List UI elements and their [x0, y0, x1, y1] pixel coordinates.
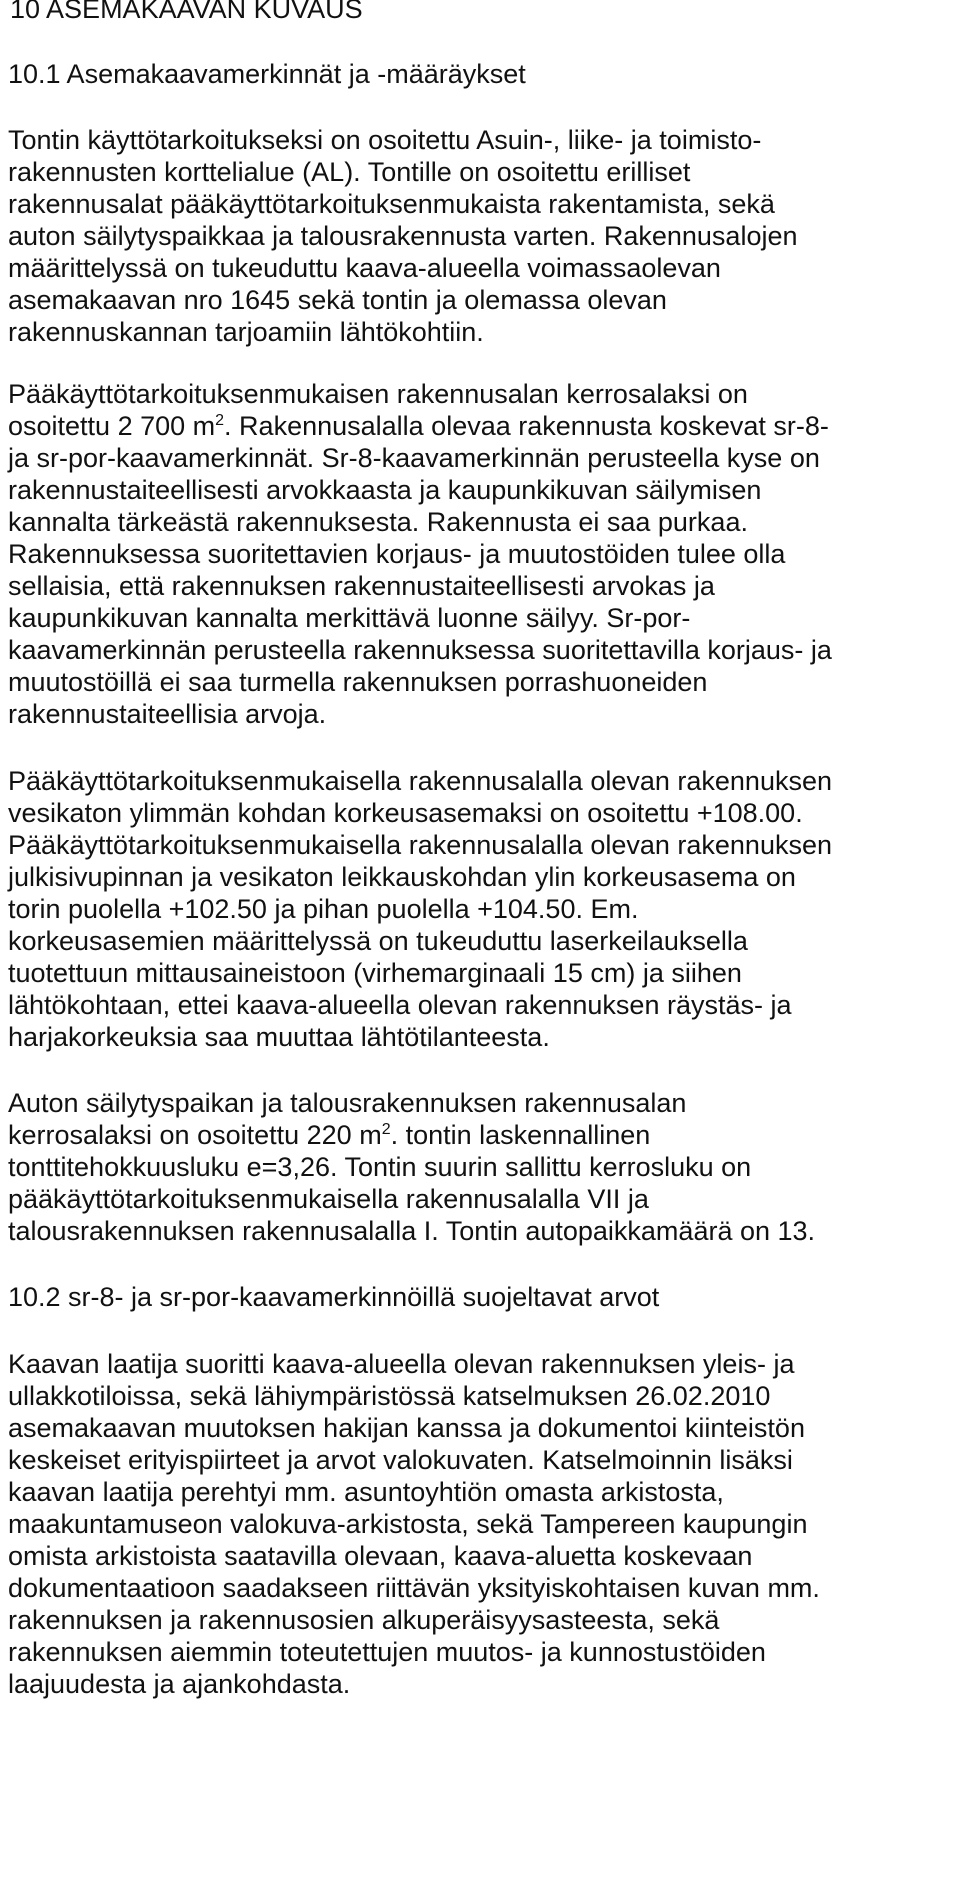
text-line: laajuudesta ja ajankohdasta.: [8, 1669, 351, 1699]
text-fragment: kerrosalaksi on osoitettu 220 m: [8, 1120, 382, 1150]
text-line: julkisivupinnan ja vesikaton leikkauskohdan ylin korkeusasema on: [8, 862, 796, 892]
text-line: [8, 1119, 650, 1151]
text-line: rakennuskannan tarjoamiin lähtökohtiin.: [8, 317, 484, 347]
text-line: Pääkäyttötarkoituksenmukaisella rakennusalalla olevan rakennuksen: [8, 830, 832, 860]
text-line: kaupunkikuvan kannalta merkittävä luonne säilyy. Sr-por-: [8, 603, 691, 633]
text-line: rakennusalat pääkäyttötarkoituksenmukaista rakentamista, sekä: [8, 189, 775, 219]
text-line: talousrakennuksen rakennusalalla I. Tontin autopaikkamäärä on 13.: [8, 1216, 816, 1246]
text-fragment: osoitettu 2 700 m: [8, 411, 216, 441]
text-line: tuotettuun mittausaineistoon (virhemarginaali 15 cm) ja siihen: [8, 958, 742, 988]
text-line: muutostöillä ei saa turmella rakennuksen porrashuoneiden: [8, 667, 708, 697]
text-line: ja sr-por-kaavamerkinnät. Sr-8-kaavamerkinnän perusteella kyse on: [8, 443, 820, 473]
section-10-2-title: 10.2 sr-8- ja sr-por-kaavamerkinnöillä suojeltavat arvot: [8, 1282, 660, 1312]
text-line: Pääkäyttötarkoituksenmukaisella rakennusalalla olevan rakennuksen: [8, 766, 832, 796]
section-10-1-title: 10.1 Asemakaavamerkinnät ja -määräykset: [8, 59, 526, 89]
text-line: rakennuksen ja rakennusosien alkuperäisyysasteesta, sekä: [8, 1605, 720, 1635]
text-line: tonttitehokkuusluku e=3,26. Tontin suurin sallittu kerrosluku on: [8, 1152, 752, 1182]
text-line: rakennustaiteellisia arvoja.: [8, 699, 327, 729]
text-fragment: . Rakennusalalla olevaa rakennusta koskevat sr-8-: [224, 411, 829, 441]
text-line: asemakaavan muutoksen hakijan kanssa ja dokumentoi kiinteistön: [8, 1413, 805, 1443]
text-line: pääkäyttötarkoituksenmukaisella rakennusalalla VII ja: [8, 1184, 649, 1214]
text-line: maakuntamuseon valokuva-arkistosta, sekä Tampereen kaupungin: [8, 1509, 808, 1539]
text-line: Auton säilytyspaikan ja talousrakennuksen rakennusalan: [8, 1088, 687, 1118]
text-line: asemakaavan nro 1645 sekä tontin ja olemassa olevan: [8, 285, 667, 315]
text-line: määrittelyssä on tukeuduttu kaava-alueella voimassaolevan: [8, 253, 721, 283]
text-line: auton säilytyspaikkaa ja talousrakennusta varten. Rakennusalojen: [8, 221, 798, 251]
text-line: Rakennuksessa suoritettavien korjaus- ja muutostöiden tulee olla: [8, 539, 786, 569]
text-line: Kaavan laatija suoritti kaava-alueella olevan rakennuksen yleis- ja: [8, 1349, 795, 1379]
text-line: kaavamerkinnän perusteella rakennuksessa suoritettavilla korjaus- ja: [8, 635, 832, 665]
document-heading: 10 ASEMAKAAVAN KUVAUS: [10, 0, 363, 24]
text-line: rakennusten korttelialue (AL). Tontille on osoitettu erilliset: [8, 157, 691, 187]
text-line: dokumentaatioon saadakseen riittävän yksityiskohtaisen kuvan mm.: [8, 1573, 820, 1603]
text-line: Tontin käyttötarkoitukseksi on osoitettu Asuin-, liike- ja toimisto-: [8, 125, 762, 155]
text-line: ullakkotiloissa, sekä lähiympäristössä katselmuksen 26.02.2010: [8, 1381, 771, 1411]
text-line: Pääkäyttötarkoituksenmukaisen rakennusalan kerrosalaksi on: [8, 379, 748, 409]
text-line: kannalta tärkeästä rakennuksesta. Rakennusta ei saa purkaa.: [8, 507, 748, 537]
text-line: [8, 410, 829, 442]
text-fragment: . tontin laskennallinen: [390, 1120, 651, 1150]
text-line: harjakorkeuksia saa muuttaa lähtötilanteesta.: [8, 1022, 550, 1052]
text-line: rakennustaiteellisesti arvokkaasta ja kaupunkikuvan säilymisen: [8, 475, 762, 505]
text-line: vesikaton ylimmän kohdan korkeusasemaksi on osoitettu +108.00.: [8, 798, 803, 828]
superscript: 2: [381, 1121, 391, 1138]
text-line: kaavan laatija perehtyi mm. asuntoyhtiön omasta arkistosta,: [8, 1477, 724, 1507]
text-line: sellaisia, että rakennuksen rakennustaiteellisesti arvokas ja: [8, 571, 715, 601]
text-line: torin puolella +102.50 ja pihan puolella +104.50. Em.: [8, 894, 639, 924]
superscript: 2: [215, 412, 225, 429]
text-line: keskeiset erityispiirteet ja arvot valokuvaten. Katselmoinnin lisäksi: [8, 1445, 793, 1475]
text-line: lähtökohtaan, ettei kaava-alueella olevan rakennuksen räystäs- ja: [8, 990, 792, 1020]
text-line: omista arkistoista saatavilla olevaan, kaava-aluetta koskevaan: [8, 1541, 753, 1571]
text-line: korkeusasemien määrittelyssä on tukeuduttu laserkeilauksella: [8, 926, 748, 956]
text-line: rakennuksen aiemmin toteutettujen muutos- ja kunnostustöiden: [8, 1637, 766, 1667]
